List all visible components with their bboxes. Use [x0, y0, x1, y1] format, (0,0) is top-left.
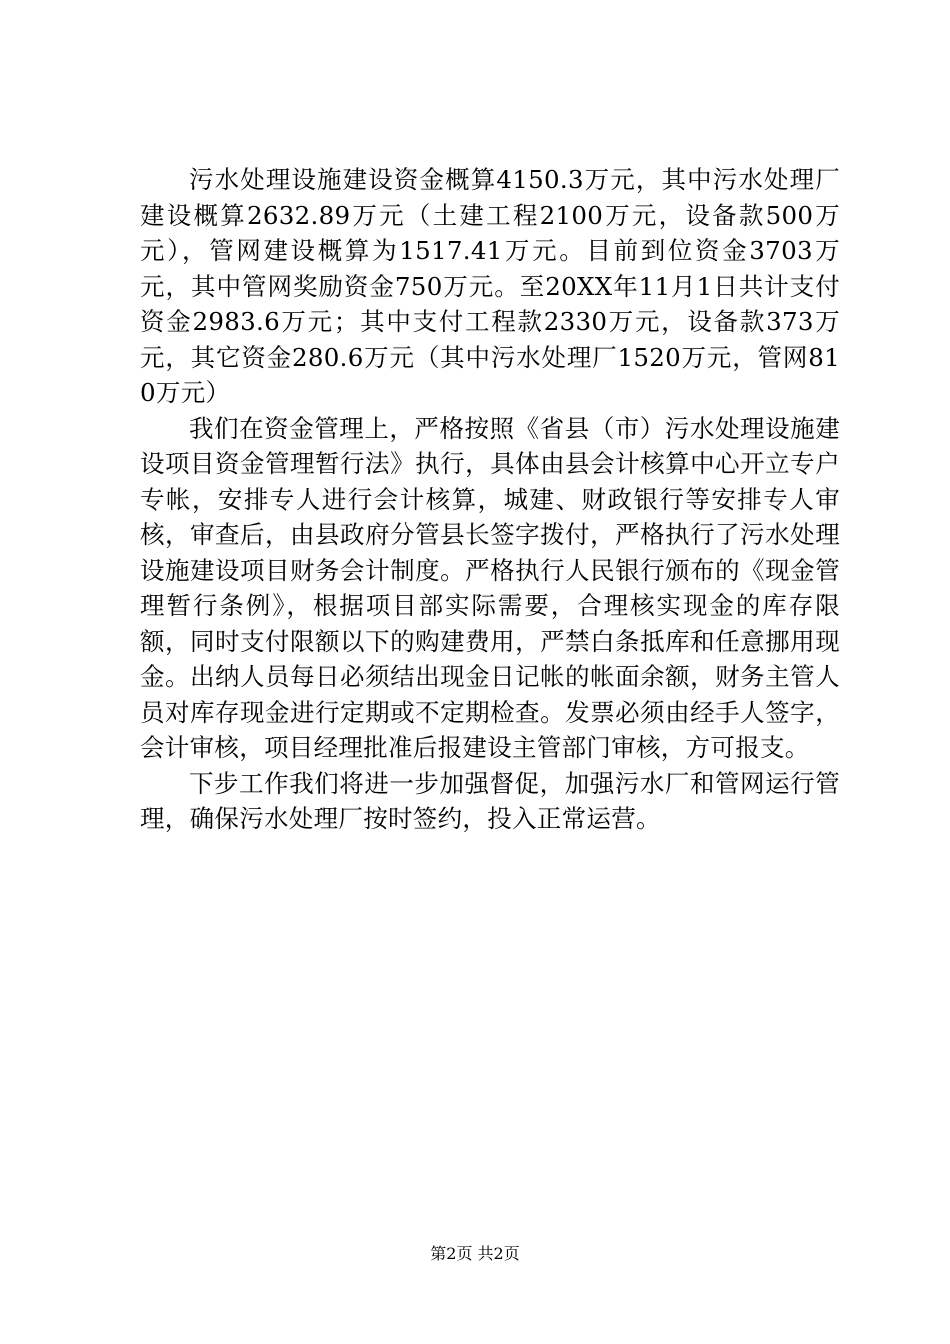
- paragraph-next-steps: 下步工作我们将进一步加强督促，加强污水厂和管网运行管理，确保污水处理厂按时签约，投入正常运营。: [140, 768, 840, 833]
- paragraph-fund-management: 我们在资金管理上，严格按照《省县（市）污水处理设施建设项目资金管理暂行法》执行，具体由县会计核算中心开立专户专帐，安排专人进行会计核算，城建、财政银行等安排专人审核，审查后，由县政府分管县长签字拨付，严格执行了污水处理设施建设项目财务会计制度。严格执行人民银行颁布的《现金管理暂行条例》，根据项目部实际需要，合理核实现金的库存限额，同时支付限额以下的购建费用，严禁白条抵库和任意挪用现金。出纳人员每日必须结出现金日记帐的帐面余额，财务主管人员对库存现金进行定期或不定期检查。发票必须由经手人签字，会计审核，项目经理批准后报建设主管部门审核，方可报支。: [140, 413, 840, 762]
- document-body: [140, 162, 840, 837]
- paragraph-funding-overview: 污水处理设施建设资金概算4150.3万元，其中污水处理厂建设概算2632.89万元（土建工程2100万元，设备款500万元），管网建设概算为1517.41万元。目前到位资金3703万元，其中管网奖励资金750万元。至20XX年11月1日共计支付资金2983.6万元；其中支付工程款2330万元，设备款373万元，其它资金280.6万元（其中污水处理厂1520万元，管网810万元）: [140, 165, 840, 407]
- page-footer: [0, 1244, 950, 1264]
- page-number-label: 第2页 共2页: [430, 1244, 520, 1263]
